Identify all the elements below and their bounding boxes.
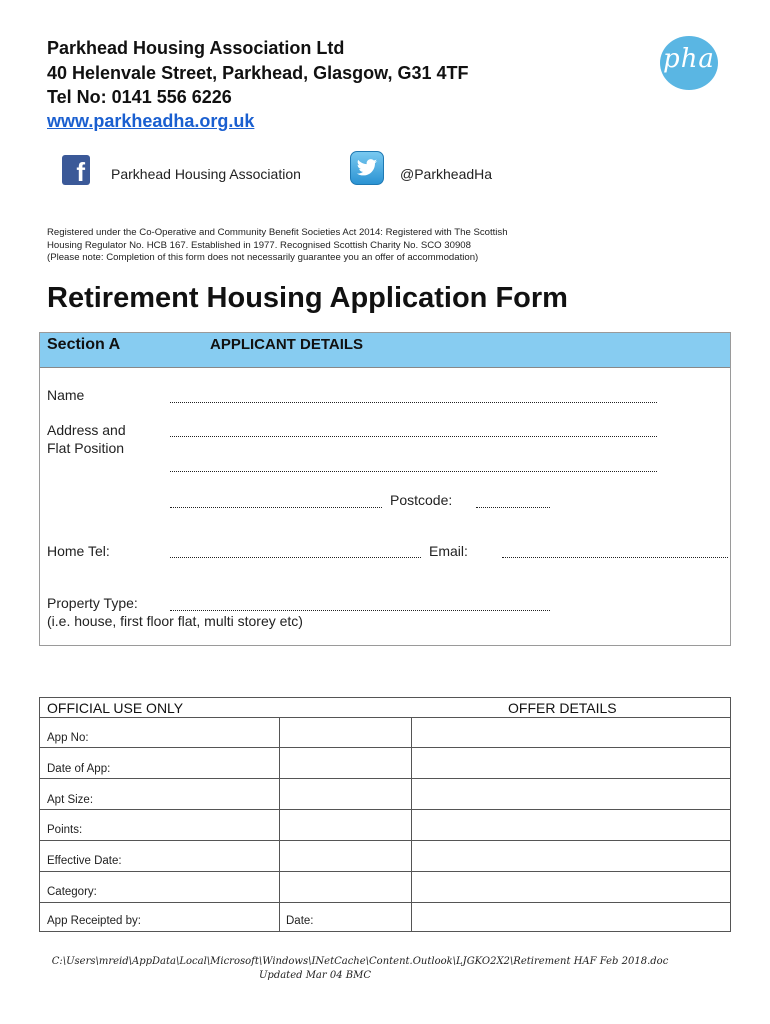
- table-row: [40, 903, 730, 931]
- name-field[interactable]: [170, 401, 657, 403]
- date-of-app-label: Date of App:: [47, 763, 111, 775]
- legal-line: (Please note: Completion of this form does not necessarily guarantee you an offer of accommodation): [47, 252, 479, 263]
- logo-text: pha: [663, 44, 715, 74]
- org-website-link[interactable]: www.parkheadha.org.uk: [47, 111, 255, 131]
- legal-line: Housing Regulator No. HCB 167. Established in 1977. Recognised Scottish Charity No. SCO 30908: [47, 239, 471, 251]
- form-title: Retirement Housing Application Form: [47, 282, 568, 314]
- apt-size-label: Apt Size:: [47, 794, 94, 806]
- facebook-icon[interactable]: f: [62, 155, 90, 185]
- org-address: 40 Helenvale Street, Parkhead, Glasgow, G31 4TF: [47, 63, 469, 83]
- footer-file-path: C:\Users\mreid\AppData\Local\Microsoft\Windows\INetCache\Content.Outlook\LJGKO2X2\Retirement HAF Feb 2018.doc: [51, 956, 669, 967]
- date-label: Date:: [286, 915, 314, 927]
- pha-logo: [660, 36, 718, 90]
- table-row: [40, 748, 730, 779]
- section-a-header: [40, 333, 730, 368]
- home-tel-label: Home Tel:: [47, 543, 110, 559]
- twitter-icon[interactable]: [350, 151, 384, 185]
- email-label: Email:: [429, 543, 468, 559]
- legal-line: Registered under the Co-Operative and Community Benefit Societies Act 2014: Registered with The Scottish: [47, 227, 508, 238]
- official-use-table: [39, 697, 731, 932]
- table-row: [40, 717, 730, 748]
- name-label: Name: [47, 387, 85, 403]
- facebook-label: Parkhead Housing Association: [111, 166, 301, 182]
- category-label: Category:: [47, 886, 97, 898]
- section-a-label: Section A: [47, 336, 121, 353]
- table-row: [40, 810, 730, 841]
- effective-date-label: Effective Date:: [47, 855, 122, 867]
- table-row: [40, 779, 730, 810]
- home-tel-field[interactable]: [170, 556, 421, 558]
- points-label: Points:: [47, 824, 83, 836]
- legal-notice: [47, 227, 647, 265]
- section-a-box: [39, 332, 731, 646]
- section-a-title: APPLICANT DETAILS: [210, 336, 364, 353]
- property-type-hint: (i.e. house, first floor flat, multi storey etc): [47, 613, 303, 629]
- org-tel: Tel No: 0141 556 6226: [47, 87, 232, 107]
- footer-updated: Updated Mar 04 BMC: [258, 970, 371, 981]
- official-use-title: OFFICIAL USE ONLY: [47, 700, 184, 716]
- address-label-line2: Flat Position: [47, 440, 125, 456]
- offer-details-title: OFFER DETAILS: [508, 700, 617, 716]
- email-field[interactable]: [502, 556, 728, 558]
- address-field-line2[interactable]: [170, 470, 657, 472]
- property-type-field[interactable]: [170, 609, 550, 611]
- app-no-label: App No:: [47, 732, 89, 744]
- property-type-label: Property Type:: [47, 595, 138, 611]
- address-field-line3[interactable]: [170, 506, 382, 508]
- table-row: [40, 841, 730, 872]
- postcode-label: Postcode:: [390, 492, 453, 508]
- app-receipted-by-label: App Receipted by:: [47, 915, 141, 927]
- table-row: [40, 872, 730, 903]
- twitter-label: @ParkheadHa: [400, 166, 493, 182]
- postcode-field[interactable]: [476, 506, 550, 508]
- org-name: Parkhead Housing Association Ltd: [47, 38, 345, 58]
- address-label-line1: Address and: [47, 422, 126, 438]
- address-field-line1[interactable]: [170, 435, 657, 437]
